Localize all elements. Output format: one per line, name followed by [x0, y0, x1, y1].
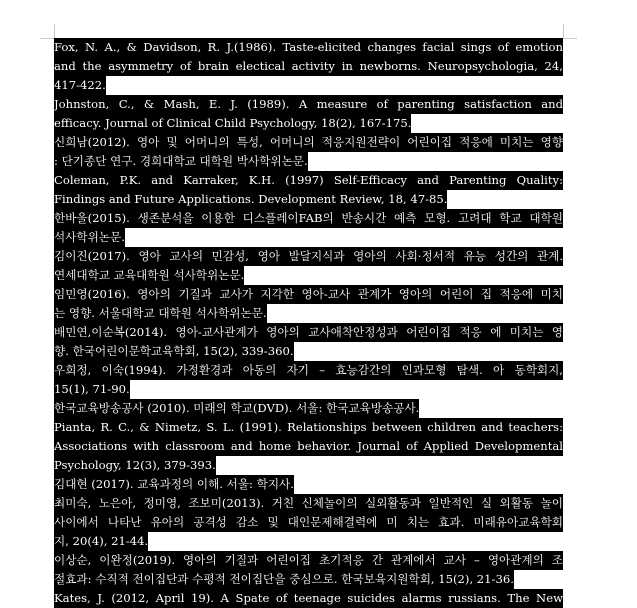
text-line — [54, 38, 563, 57]
margin-guide-top-left-v — [54, 24, 55, 38]
text-line-content: 절효과: 수직적 전이집단과 수평적 전이집단을 중심으로. 한국보육지원학회, 15(2), 21-36. — [54, 570, 514, 589]
text-line-content: 임민영(2016). 영아의 기질과 교사가 지각한 영아-교사 관계가 영아의 어린이 집 적응에 미치 — [54, 285, 563, 304]
text-line-content: Associations with classroom and home behavior. Journal of Applied Developmental — [54, 437, 563, 456]
text-line-content: and the asymmetry of brain electical activity in newborns. Neuropsychologia, 24, — [54, 57, 563, 76]
text-line-content: 이상순, 이완정(2019). 영아의 기질과 어린이집 초기적응 간 관계에서 교사 – 영아관계의 조 — [54, 551, 563, 570]
text-line — [54, 532, 563, 551]
text-line-content: 한바울(2015). 생존분석을 이용한 디스플레이FAB의 반송시간 예측 모형. 고려대 학교 대학원 — [54, 209, 563, 228]
text-line-content: Fox, N. A., & Davidson, R. J.(1986). Taste-elicited changes facial sings of emotion — [54, 38, 563, 57]
text-line-content: 석사학위논문. — [54, 228, 125, 247]
text-line — [54, 589, 563, 608]
text-line — [54, 76, 563, 95]
text-line — [54, 551, 563, 570]
text-line-content: Pianta, R. C., & Nimetz, S. L. (1991). Relationships between children and teachers: — [54, 418, 563, 437]
text-line — [54, 323, 563, 342]
text-line-content: 김대현 (2017). 교육과정의 이해. 서울: 학지사. — [54, 475, 294, 494]
text-line — [54, 228, 563, 247]
text-line — [54, 152, 563, 171]
text-line — [54, 437, 563, 456]
text-line-content: 15(1), 71-90. — [54, 380, 130, 399]
text-line-content: 한국교육방송공사 (2010). 미래의 학교(DVD). 서울: 한국교육방송공사. — [54, 399, 419, 418]
text-line — [54, 190, 563, 209]
text-line-content: 는 영향. 서울대학교 대학원 석사학위논문. — [54, 304, 267, 323]
text-line — [54, 380, 563, 399]
text-line-content: : 단기종단 연구. 경희대학교 대학원 박사학위논문. — [54, 152, 308, 171]
text-line — [54, 418, 563, 437]
text-line-content: 배민연,이순복(2014). 영아-교사관계가 영아의 교사애착안정성과 어린이집 적응 에 미치는 영 — [54, 323, 563, 342]
text-line-content: 향. 한국어린이문학교육학회, 15(2), 339-360. — [54, 342, 294, 361]
text-line-content: 연세대학교 교육대학원 석사학위논문. — [54, 266, 244, 285]
text-line-content: Findings and Future Applications. Development Review, 18, 47-85. — [54, 190, 447, 209]
margin-guide-top-right-h — [563, 38, 577, 39]
text-line — [54, 209, 563, 228]
text-line — [54, 456, 563, 475]
text-line-content: 사이에서 나타난 유아의 공격성 감소 및 대인문제해결력에 미 치는 효과. 미래유아교육학회 — [54, 513, 563, 532]
text-line — [54, 361, 563, 380]
text-line-content: Johnston, C., & Mash, E. J. (1989). A measure of parenting satisfaction and — [54, 95, 563, 114]
text-line — [54, 494, 563, 513]
text-line — [54, 513, 563, 532]
text-line — [54, 114, 563, 133]
text-line — [54, 475, 563, 494]
document-body[interactable] — [54, 38, 563, 608]
text-line-content: Coleman, P.K. and Karraker, K.H. (1997) Self-Efficacy and Parenting Quality: — [54, 171, 563, 190]
text-line-content: 지, 20(4), 21-44. — [54, 532, 148, 551]
text-line — [54, 399, 563, 418]
text-line-content: 우희정, 이숙(1994). 가정환경과 아동의 자기 – 효능감간의 인과모형 탐색. 아 동학회지, — [54, 361, 563, 380]
text-line-content: 최미숙, 노은아, 정미영, 조보미(2013). 거친 신체놀이의 실외활동과 일반적인 실 외활동 놀이 — [54, 494, 563, 513]
margin-guide-top-right-v — [563, 24, 564, 38]
text-line — [54, 342, 563, 361]
text-line-content: 김이진(2017). 영아 교사의 민감성, 영아 발달지식과 영아의 사회·정서적 유능 성간의 관계. — [54, 247, 563, 266]
margin-guide-top-left-h — [40, 38, 54, 39]
text-line — [54, 133, 563, 152]
text-line-content: 417-422. — [54, 76, 106, 95]
text-line — [54, 304, 563, 323]
text-line — [54, 266, 563, 285]
text-line — [54, 171, 563, 190]
text-line-content: efficacy. Journal of Clinical Child Psychology, 18(2), 167-175. — [54, 114, 411, 133]
text-line-content: 신희남(2012). 영아 및 어머니의 특성, 어머니의 적응지원전략이 어린이집 적응에 미치는 영향 — [54, 133, 563, 152]
text-line — [54, 95, 563, 114]
text-line — [54, 57, 563, 76]
text-line-content: Psychology, 12(3), 379-393. — [54, 456, 216, 475]
text-line — [54, 285, 563, 304]
text-line — [54, 570, 563, 589]
text-line-content: Kates, J. (2012, April 19). A Spate of teenage suicides alarms russians. The New — [54, 589, 563, 608]
text-line — [54, 247, 563, 266]
